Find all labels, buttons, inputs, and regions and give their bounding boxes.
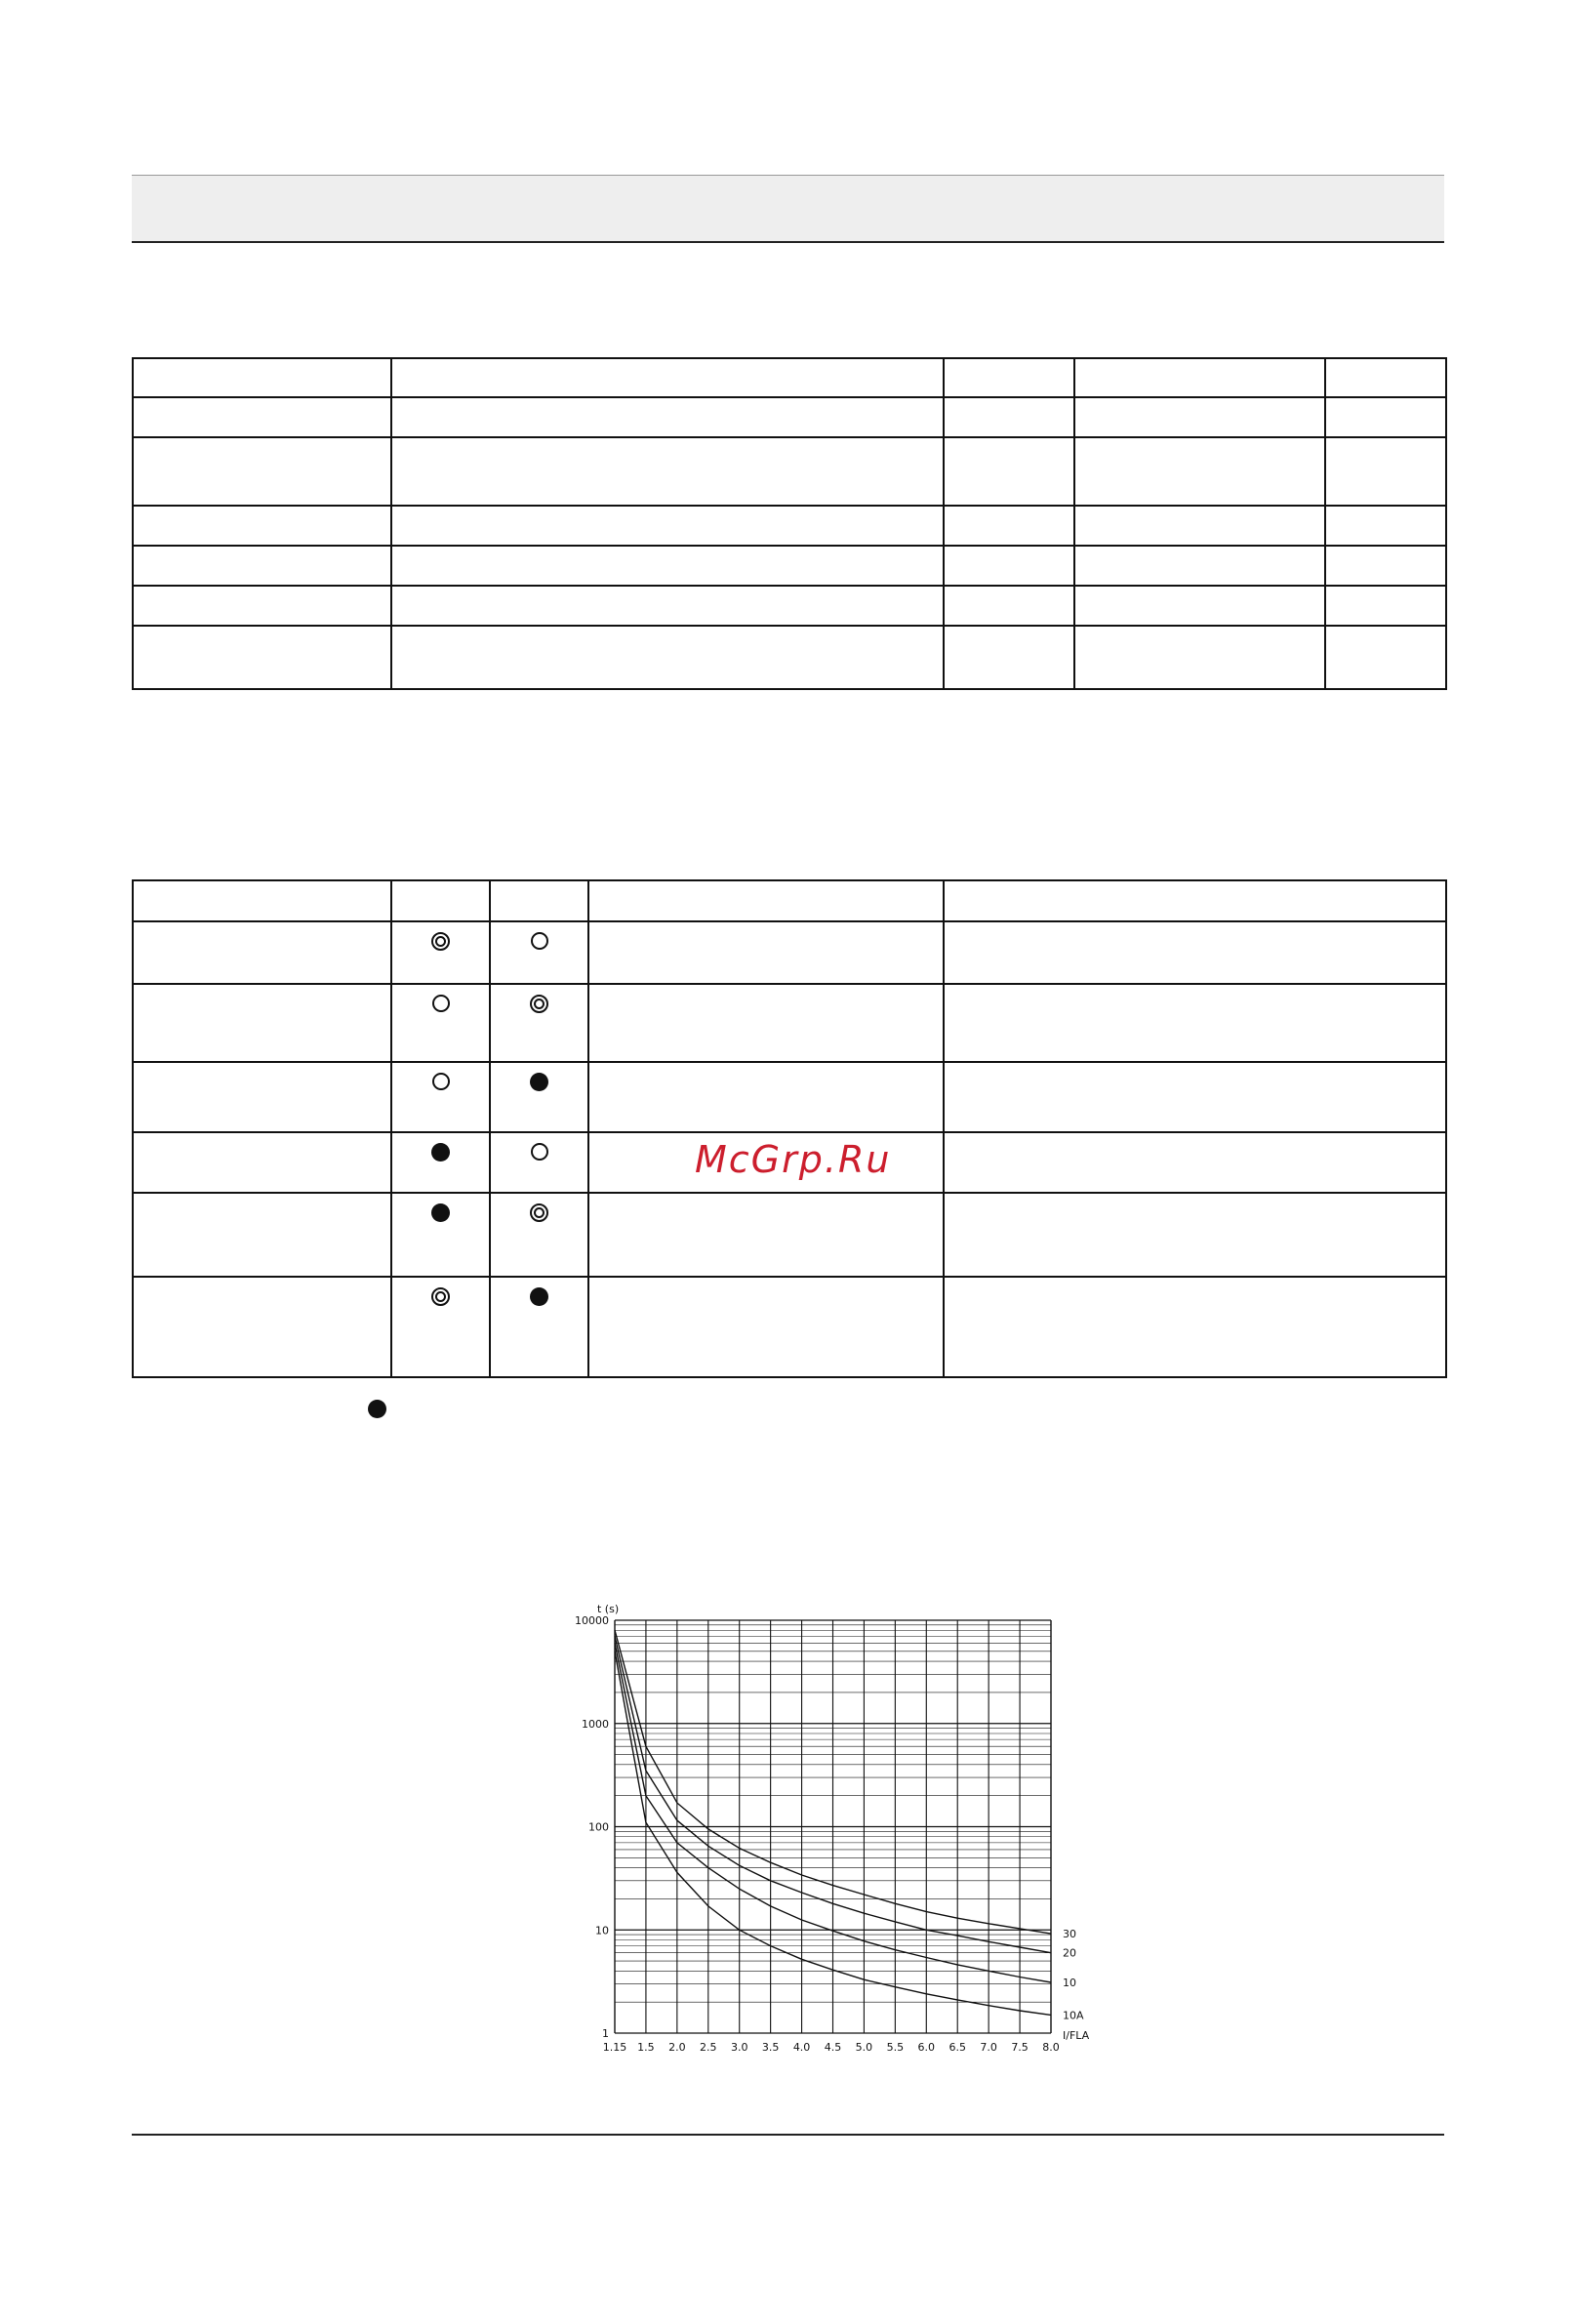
table-cell [1325, 506, 1446, 546]
table-cell [1074, 626, 1325, 689]
y-tick-label: 10000 [575, 1614, 609, 1627]
table-cell [944, 880, 1446, 921]
x-tick-label: 2.5 [700, 2041, 717, 2054]
x-tick-label: 3.5 [761, 2041, 780, 2054]
table-cell [944, 358, 1074, 397]
table-cell [391, 1062, 490, 1132]
double-circle-indicator-icon [431, 932, 450, 951]
table-cell [391, 397, 944, 437]
table-cell [1325, 358, 1446, 397]
x-tick-label: 1.15 [602, 2041, 627, 2054]
table-cell [133, 1062, 391, 1132]
open-circle-indicator-icon [531, 932, 548, 950]
table-row [133, 586, 1446, 626]
table-cell [133, 358, 391, 397]
table-cell [391, 626, 944, 689]
table-row [133, 437, 1446, 506]
table-cell [588, 1277, 944, 1377]
table-cell [490, 984, 588, 1062]
table-row [133, 546, 1446, 586]
table-cell [944, 1132, 1446, 1193]
x-tick-label: 2.0 [668, 2041, 686, 2054]
table-cell [1325, 437, 1446, 506]
x-tick-label: 1.5 [637, 2041, 655, 2054]
table-cell [1325, 626, 1446, 689]
table-cell [1074, 546, 1325, 586]
section-header-band [132, 175, 1444, 243]
table-cell [944, 506, 1074, 546]
series-label: 20 [1063, 1946, 1076, 1960]
x-tick-label: 5.5 [886, 2041, 905, 2054]
table-cell [944, 1193, 1446, 1277]
table-cell [133, 506, 391, 546]
table-cell [391, 984, 490, 1062]
x-tick-label: 7.5 [1011, 2041, 1029, 2054]
table-cell [490, 1193, 588, 1277]
table-cell [944, 626, 1074, 689]
open-circle-indicator-icon [432, 1073, 450, 1090]
series-label: 30 [1063, 1928, 1076, 1941]
filled-circle-indicator-icon [530, 1073, 548, 1091]
filled-circle-indicator-icon [530, 1287, 548, 1306]
table-cell [133, 984, 391, 1062]
table-row [133, 921, 1446, 984]
table-cell [391, 1277, 490, 1377]
table-row [133, 506, 1446, 546]
table-row [133, 880, 1446, 921]
table-cell [391, 546, 944, 586]
table-cell [391, 586, 944, 626]
filled-circle-indicator-icon [431, 1143, 450, 1162]
trip-curve-chart [551, 1596, 1117, 2084]
open-circle-indicator-icon [531, 1143, 548, 1161]
table-cell [133, 546, 391, 586]
table-cell [133, 1132, 391, 1193]
x-tick-label: 8.0 [1042, 2041, 1060, 2054]
table-cell [391, 506, 944, 546]
series-label: 10 [1063, 1977, 1076, 1990]
table-row [133, 984, 1446, 1062]
watermark-text: McGrp.Ru [695, 1138, 892, 1181]
table-cell [588, 921, 944, 984]
table-cell [944, 1062, 1446, 1132]
legend-filled-indicator-icon [368, 1400, 386, 1418]
footer-rule [132, 2134, 1444, 2136]
table-cell [391, 1132, 490, 1193]
x-tick-label: 7.0 [980, 2041, 997, 2054]
x-tick-label: 3.0 [730, 2041, 748, 2054]
table-cell [133, 397, 391, 437]
double-circle-indicator-icon [431, 1287, 450, 1306]
table-cell [944, 984, 1446, 1062]
specification-table [132, 357, 1447, 690]
table-cell [944, 1277, 1446, 1377]
table-cell [391, 880, 490, 921]
table-cell [944, 586, 1074, 626]
table-row [133, 1277, 1446, 1377]
table-cell [391, 358, 944, 397]
y-axis-label: t (s) [597, 1603, 620, 1615]
y-tick-label: 100 [588, 1820, 609, 1834]
table-row [133, 626, 1446, 689]
table-cell [944, 546, 1074, 586]
x-tick-label: 4.0 [792, 2041, 811, 2054]
series-label: 10A [1063, 2009, 1084, 2022]
table-cell [490, 921, 588, 984]
table-cell [133, 921, 391, 984]
table-cell [490, 880, 588, 921]
table-cell [133, 1193, 391, 1277]
y-tick-label: 10 [595, 1924, 609, 1937]
table-cell [1325, 397, 1446, 437]
table-row [133, 358, 1446, 397]
table-cell [133, 626, 391, 689]
table-cell [1325, 586, 1446, 626]
table-cell [133, 880, 391, 921]
x-tick-label: 6.5 [948, 2041, 966, 2054]
double-circle-indicator-icon [530, 1203, 548, 1222]
table-cell [944, 921, 1446, 984]
double-circle-indicator-icon [530, 995, 548, 1013]
table-cell [1325, 546, 1446, 586]
table-cell [1074, 586, 1325, 626]
open-circle-indicator-icon [432, 995, 450, 1012]
table-row [133, 1062, 1446, 1132]
table-cell [944, 437, 1074, 506]
table-cell [1074, 397, 1325, 437]
x-tick-label: 5.0 [855, 2041, 873, 2054]
table-cell [490, 1277, 588, 1377]
table-row [133, 397, 1446, 437]
table-cell [490, 1132, 588, 1193]
y-tick-label: 1 [602, 2027, 609, 2040]
table-cell [944, 397, 1074, 437]
table-cell [391, 921, 490, 984]
table-cell [588, 880, 944, 921]
table-cell [133, 1277, 391, 1377]
filled-circle-indicator-icon [431, 1203, 450, 1222]
status-indicator-table [132, 879, 1447, 1378]
table-cell [133, 586, 391, 626]
table-cell [133, 437, 391, 506]
table-cell [391, 437, 944, 506]
table-cell [588, 984, 944, 1062]
table-cell [1074, 506, 1325, 546]
table-cell [391, 1193, 490, 1277]
x-axis-label: I/FLA [1063, 2029, 1090, 2042]
y-tick-label: 1000 [582, 1717, 609, 1731]
table-cell [490, 1062, 588, 1132]
table-cell [1074, 437, 1325, 506]
table-cell [1074, 358, 1325, 397]
table-cell [588, 1062, 944, 1132]
x-tick-label: 6.0 [917, 2041, 936, 2054]
x-tick-label: 4.5 [824, 2041, 842, 2054]
table-cell [588, 1193, 944, 1277]
table-row [133, 1193, 1446, 1277]
